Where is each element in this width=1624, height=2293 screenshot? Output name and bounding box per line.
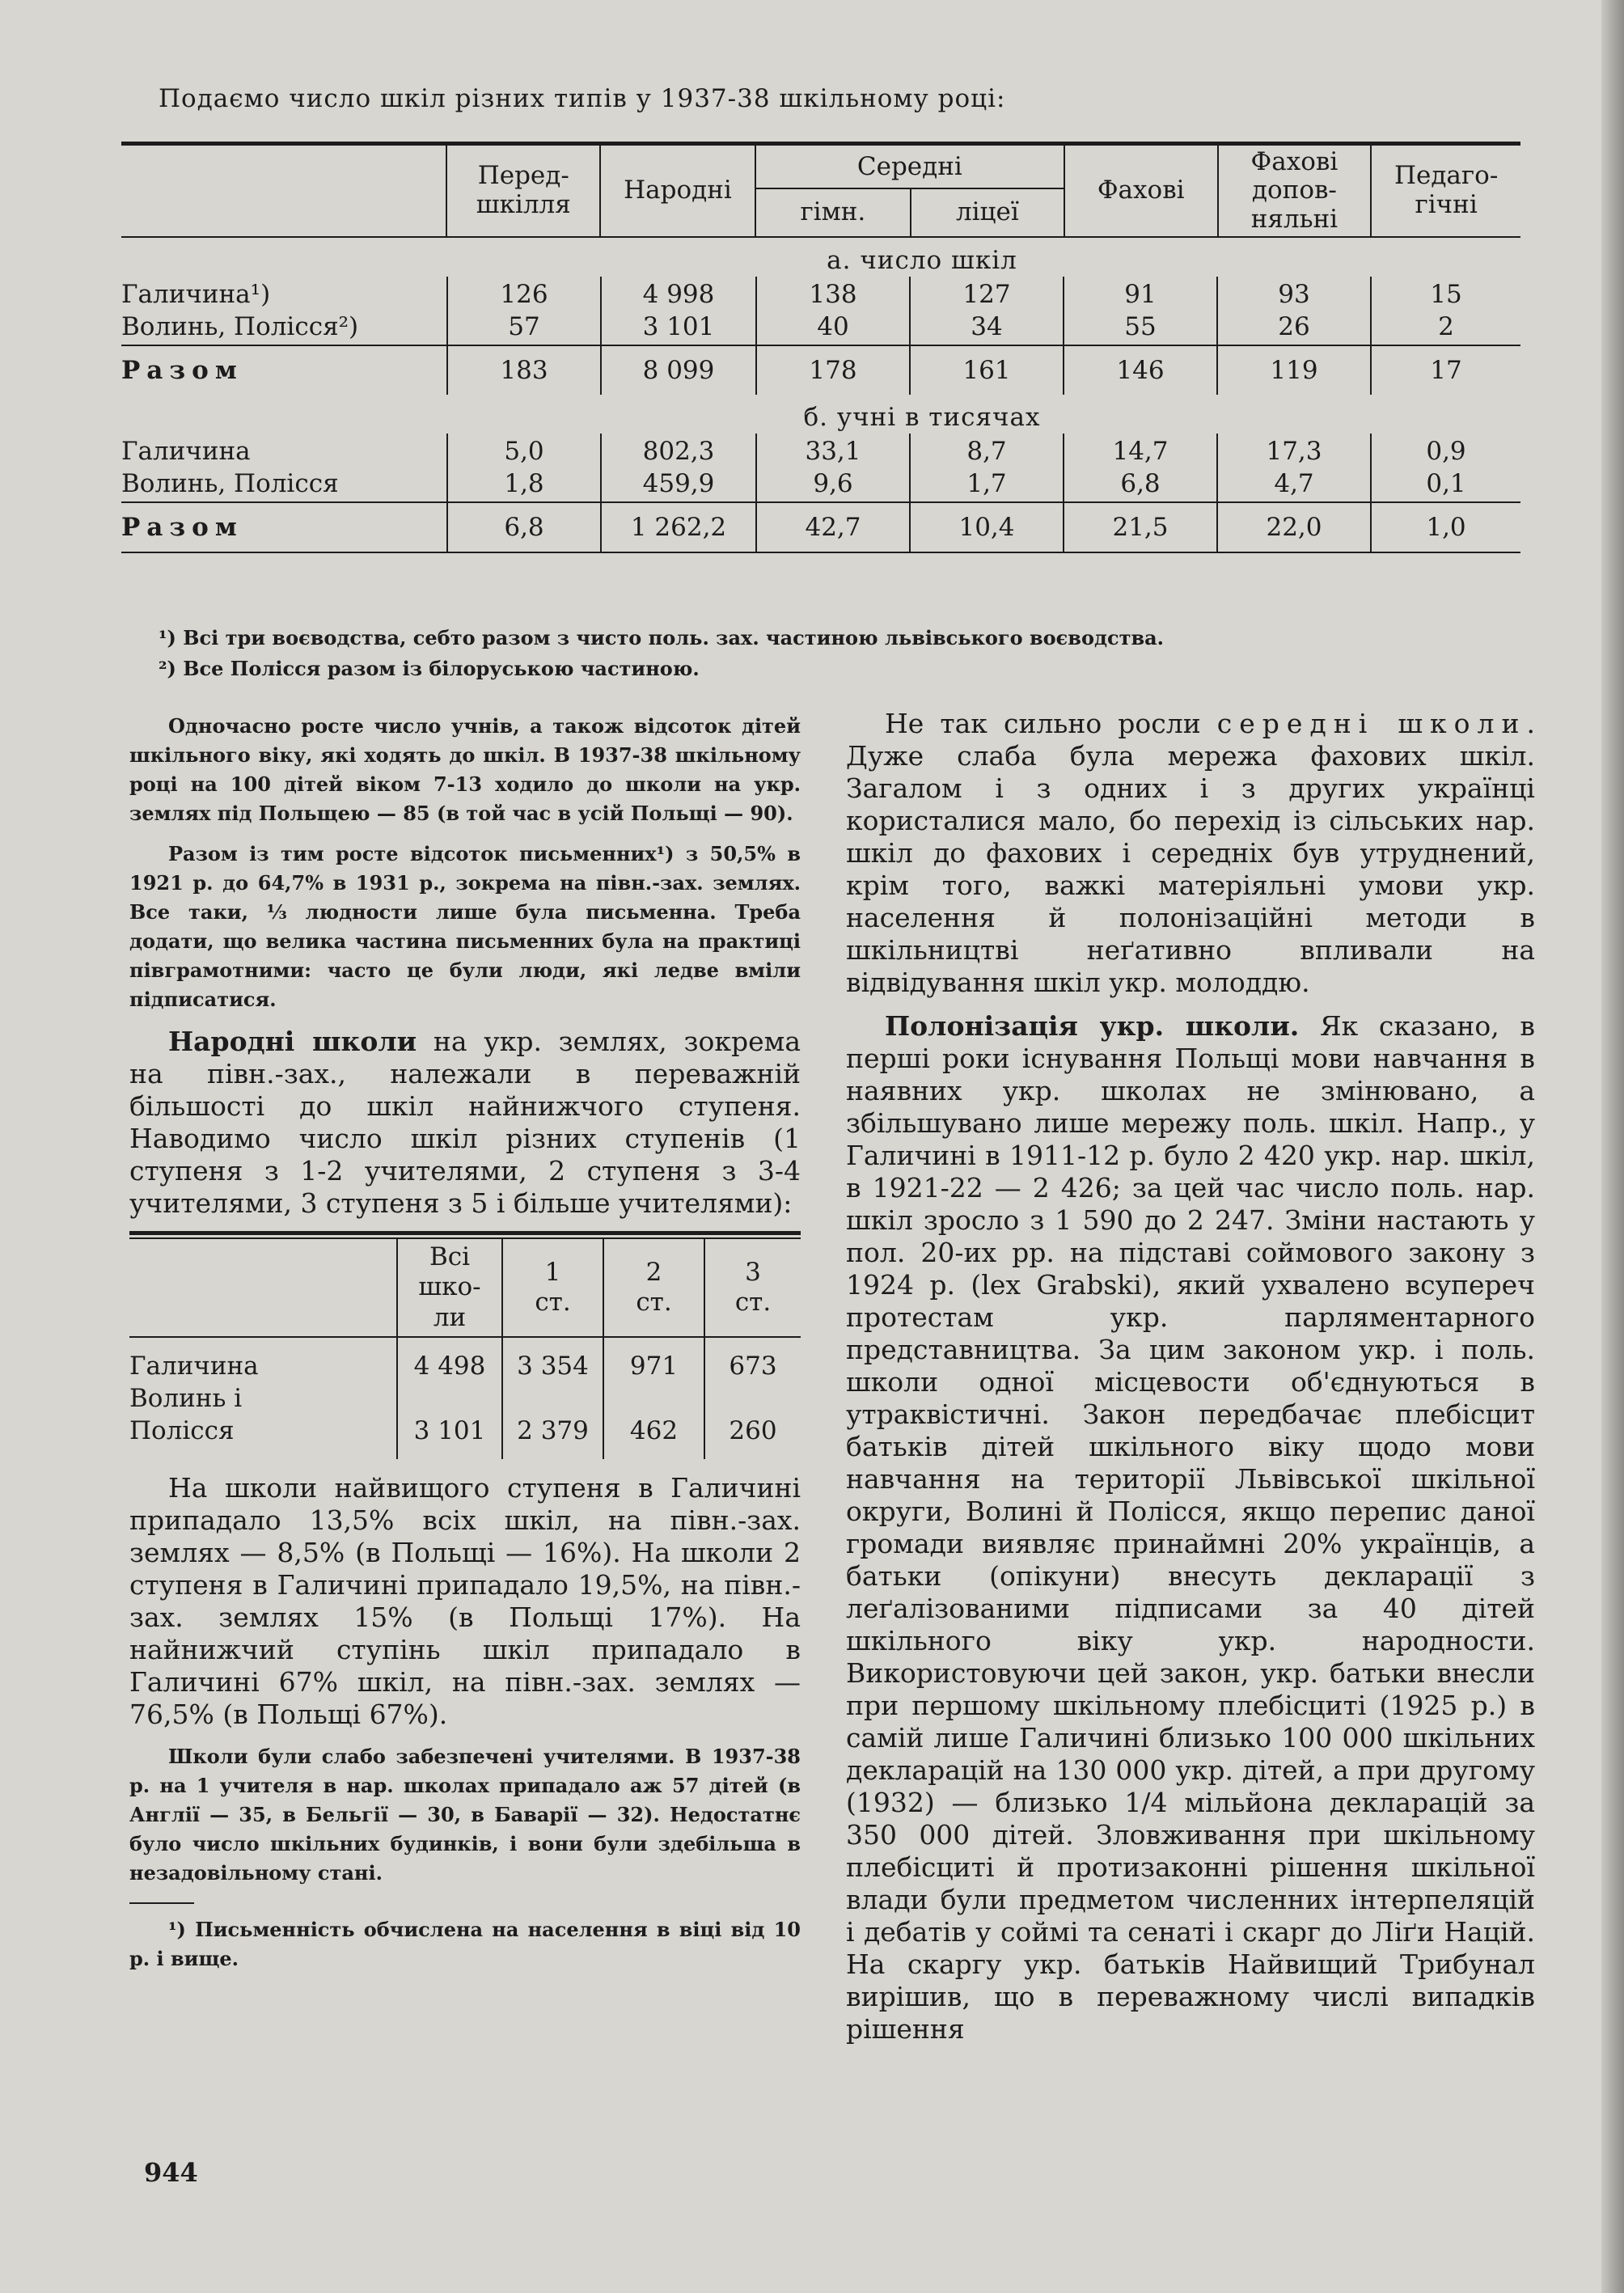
section-b-labels xyxy=(121,434,446,501)
total-cell: 42,7 xyxy=(755,503,909,552)
cell-value: 8,7 xyxy=(966,437,1007,466)
spacer xyxy=(503,1382,603,1415)
cell-value: 459,9 xyxy=(642,469,715,498)
header-level-1 xyxy=(501,1239,603,1336)
section-b-title: б. учні в тисячах xyxy=(803,403,1041,432)
header-pedagogical-text: Педаго- гічні xyxy=(1394,161,1499,219)
paragraph-text: Не так сильно росли xyxy=(885,708,1217,739)
section-a-rows xyxy=(121,277,1520,345)
header-lyceum-text: ліцеї xyxy=(955,197,1019,227)
total-cell: 17 xyxy=(1370,346,1520,395)
table-cell xyxy=(396,1338,501,1459)
footnote-1: ¹) Всі три воєводства, себто разом з чисто поль. зах. частиною львівського воєводства. xyxy=(159,626,1165,649)
cell-value: 57 xyxy=(508,312,540,341)
section-a-labels xyxy=(121,277,446,345)
cell-value: 5,0 xyxy=(504,437,544,466)
header-prof-additional xyxy=(1217,146,1371,236)
table-cell xyxy=(909,277,1063,345)
total-cell: 119 xyxy=(1216,346,1370,395)
total-cell: 161 xyxy=(909,346,1063,395)
total-cell: 183 xyxy=(446,346,600,395)
section-a-total-row xyxy=(121,346,1520,395)
cell-value: 0,9 xyxy=(1426,437,1466,466)
small-table-body xyxy=(129,1338,801,1459)
table-cell xyxy=(600,277,755,345)
paragraph xyxy=(846,1010,1535,2046)
table-cell xyxy=(446,434,600,501)
paragraph: Разом із тим росте відсоток письменних¹) з 50,5% в 1921 р. до 64,7% в 1931 р., зокрема на півн.-зах. землях. Все таки, ⅓ людности лише була письменна. Треба додати, що велика частина письменних була на практиці півграмотними: часто це були люди, які ледве вміли підписатися. xyxy=(129,842,801,1011)
section-a-title: а. число шкіл xyxy=(827,246,1017,275)
paragraph xyxy=(129,1026,801,1220)
left-column xyxy=(129,712,801,1985)
page-number: 944 xyxy=(144,2157,198,2188)
header-professional-text: Фахові xyxy=(1097,176,1185,205)
book-spine-shadow xyxy=(1601,0,1624,2293)
paragraph-text: Як сказано, в перші роки існування Польщі мови навчання в наявних укр. школах не змінювано, а збільшувано лише мережу поль. шкіл. Напр., у Галичині в 1911-12 р. було 2 420 укр. нар. шкіл, в 1921-22 — 2 426; за цей час число поль. нар. шкіл зросло з 1 590 до 2 247. Зміни настають у пол. 20-их рр. на підставі соймового закону з 1924 р. (lex Grabski), який ухвалено всупереч протестам укр. парляментарного представництва. За цим законом укр. і поль. школи одної місцевости об'єднуються в утраквістичні. Закон передбачає плебісцит батьків дітей шкільного віку щодо мови навчання на території Львівської шкільної округи, Волині й Полісся, якщо перепис даної громади виявляє принаймні 20% українців, а батьки (опікуни) внесуть декларації з леґалізованими підписами за 40 дітей шкільного віку укр. народности. Використовуючи цей закон, укр. батьки внесли при першому шкільному плебісциті (1925 р.) в самій лише Галичині близько 100 000 шкільних декларацій на 130 000 укр. дітей, а при другому (1932) — близько 1/4 мільйона декларацій за 350 000 дітей. Зловживання при шкільному плебісциті й протизаконні рішення шкільної влади були предметом численних інтерпеляцій і дебатів у соймі та сенаті і скарг до Ліґи Націй. На скаргу укр. батьків Найвищий Трибунал вирішив, що в переважному числі випадків рішення xyxy=(846,1010,1535,2045)
total-label: Разом xyxy=(121,356,243,385)
total-cell: 10,4 xyxy=(909,503,1063,552)
total-cell: 1 262,2 xyxy=(600,503,755,552)
cell-value: 6,8 xyxy=(1120,469,1161,498)
cell-value: 138 xyxy=(809,280,857,309)
small-table-top-rule xyxy=(129,1231,801,1235)
cell-value: 3 354 xyxy=(517,1352,589,1381)
schools-table xyxy=(121,142,1520,553)
paragraph: Школи були слабо забезпечені учителями. В 1937-38 р. на 1 учителя в нар. школах припадало аж 57 дітей (в Англії — 35, в Бельгії — 30, в Баварії — 32). Недостатнє було число шкільних будинків, і вони були здебільша в незадовільному стані. xyxy=(129,1745,801,1885)
header-gym xyxy=(756,189,910,236)
header-prof-additional-text: Фахові допов- няльні xyxy=(1250,146,1339,234)
spacer xyxy=(705,1382,801,1415)
cell-value: 40 xyxy=(817,312,849,341)
cell-value: 26 xyxy=(1278,312,1310,341)
header-text: Всі шко- ли xyxy=(418,1242,481,1332)
header-all-schools xyxy=(396,1239,501,1336)
cell-value: 91 xyxy=(1124,280,1157,309)
footnote: ¹) Письменність обчислена на населення в віці від 10 р. і вище. xyxy=(129,1918,801,1970)
total-cell: 21,5 xyxy=(1063,503,1216,552)
small-table-header xyxy=(129,1239,801,1336)
header-folk xyxy=(599,146,755,236)
header-professional xyxy=(1064,146,1217,236)
table-cell xyxy=(755,434,909,501)
cell-value: 673 xyxy=(729,1352,777,1381)
cell-value: 34 xyxy=(971,312,1003,341)
cell-value: 2 379 xyxy=(517,1416,589,1445)
header-middle-sub xyxy=(756,189,1064,236)
row-label: Галичина xyxy=(129,1352,259,1381)
small-table-labels xyxy=(129,1338,396,1459)
paragraph: Одночасно росте число учнів, а також відсоток дітей шкільного віку, які ходять до шкіл. В 1937-38 шкільному році на 100 дітей віком 7-13 ходило до школи на укр. землях під Польщею — 85 (в той час в усій Польщі — 90). xyxy=(129,714,801,825)
cell-value: 9,6 xyxy=(813,469,853,498)
total-label: Разом xyxy=(121,513,243,542)
row-label: Волинь і Полісся xyxy=(129,1384,243,1445)
row-label: Галичина xyxy=(121,437,251,466)
cell-value: 462 xyxy=(629,1416,679,1445)
paragraph-text: . Дуже слаба була мережа фахових шкіл. Загалом і з одних і з других українці користалися мало, бо перехід із сільських нар. шкіл до фахових і середніх був утруднений, крім того, важкі матеріяльні умови укр. населення й полонізаційні методи в шкільництві неґативно впливали на відвідування шкіл укр. молоддю. xyxy=(846,708,1535,998)
cell-value: 33,1 xyxy=(805,437,861,466)
cell-value: 17,3 xyxy=(1266,437,1322,466)
footnote-2: ²) Все Полісся разом із білоруською частиною. xyxy=(159,657,700,680)
cell-value: 126 xyxy=(500,280,548,309)
total-cell: 6,8 xyxy=(446,503,600,552)
cell-value: 0,1 xyxy=(1426,469,1466,498)
table-cell xyxy=(1370,434,1520,501)
row-label: Галичина¹) xyxy=(121,280,271,309)
section-b-rows xyxy=(121,434,1520,501)
table-cell xyxy=(1063,434,1216,501)
header-preschool-text: Перед- шкілля xyxy=(476,161,571,219)
table-cell xyxy=(600,434,755,501)
table-cell xyxy=(1216,277,1370,345)
table-cell xyxy=(1216,434,1370,501)
cell-value: 2 xyxy=(1438,312,1454,341)
header-text: 3 ст. xyxy=(734,1257,772,1317)
header-preschool xyxy=(446,146,599,236)
header-folk-text: Народні xyxy=(624,176,732,205)
table-cell xyxy=(704,1338,801,1459)
row-label: Волинь, Полісся xyxy=(121,469,339,498)
cell-value: 971 xyxy=(629,1352,679,1381)
table-cell xyxy=(603,1338,704,1459)
header-text: 2 ст. xyxy=(636,1257,672,1317)
header-level-3 xyxy=(704,1239,801,1336)
school-levels-table xyxy=(129,1231,801,1459)
total-cell: 1,0 xyxy=(1370,503,1520,552)
spacer xyxy=(604,1382,704,1415)
cell-value: 4 498 xyxy=(413,1352,486,1381)
cell-value: 1,8 xyxy=(504,469,544,498)
header-middle-group xyxy=(755,146,1064,236)
section-b-total-row xyxy=(121,503,1520,552)
header-empty xyxy=(121,146,446,236)
cell-value: 4,7 xyxy=(1274,469,1314,498)
header-text: 1 ст. xyxy=(535,1257,571,1317)
right-column xyxy=(846,708,1535,2057)
header-pedagogical xyxy=(1370,146,1520,236)
cell-value: 15 xyxy=(1430,280,1462,309)
cell-value: 55 xyxy=(1124,312,1157,341)
spaced-emphasis: середні школи xyxy=(1216,708,1527,739)
header-level-2 xyxy=(603,1239,704,1336)
spacer xyxy=(398,1382,501,1415)
header-empty xyxy=(129,1239,396,1336)
table-intro: Подаємо число шкіл різних типів у 1937-38 шкільному році: xyxy=(159,84,1006,113)
paragraph-text: на укр. землях, зокрема на півн.-зах., належали в переважній більшості до шкіл найнижчого ступеня. Наводимо число шкіл різних ступенів (1 ступеня з 1-2 учителями, 2 ступеня з 3-4 учителями, 3 ступеня з 5 і більше учителями): xyxy=(129,1026,801,1219)
cell-value: 260 xyxy=(729,1416,777,1445)
table-header-row xyxy=(121,146,1520,236)
header-middle-text: Середні xyxy=(856,152,962,181)
total-cell: 178 xyxy=(755,346,909,395)
cell-value: 3 101 xyxy=(413,1416,486,1445)
cell-value: 4 998 xyxy=(642,280,715,309)
table-cell xyxy=(1370,277,1520,345)
header-lyceum xyxy=(910,189,1064,236)
total-cell: 146 xyxy=(1063,346,1216,395)
paragraph xyxy=(846,708,1535,999)
paragraph-heading: Полонізація укр. школи. xyxy=(885,1010,1300,1042)
cell-value: 3 101 xyxy=(642,312,715,341)
cell-value: 14,7 xyxy=(1112,437,1169,466)
cell-value: 802,3 xyxy=(642,437,715,466)
table-cell xyxy=(501,1338,603,1459)
table-cell xyxy=(446,277,600,345)
table-cell xyxy=(1063,277,1216,345)
table-cell xyxy=(755,277,909,345)
total-cell: 8 099 xyxy=(600,346,755,395)
total-cell: 22,0 xyxy=(1216,503,1370,552)
header-middle xyxy=(756,146,1064,189)
cell-value: 127 xyxy=(962,280,1011,309)
paragraph-heading: Народні школи xyxy=(168,1026,417,1057)
cell-value: 1,7 xyxy=(966,469,1007,498)
header-gym-text: гімн. xyxy=(800,197,866,227)
table-footnotes xyxy=(159,623,1164,684)
table-cell xyxy=(909,434,1063,501)
paragraph: На школи найвищого ступеня в Галичині припадало 13,5% всіх шкіл, на півн.-зах. землях — 8,5% (в Польщі — 16%). На школи 2 ступеня в Галичині припадало 19,5%, на півн.-зах. землях 15% (в Польщі 17%). На найнижчий ступінь шкіл припадало в Галичині 67% шкіл, на півн.-зах. землях — 76,5% (в Польщі 67%). xyxy=(129,1472,801,1730)
table-bottom-rule xyxy=(121,552,1520,553)
row-label: Волинь, Полісся²) xyxy=(121,312,359,341)
cell-value: 93 xyxy=(1278,280,1310,309)
footnote-rule xyxy=(129,1902,194,1904)
